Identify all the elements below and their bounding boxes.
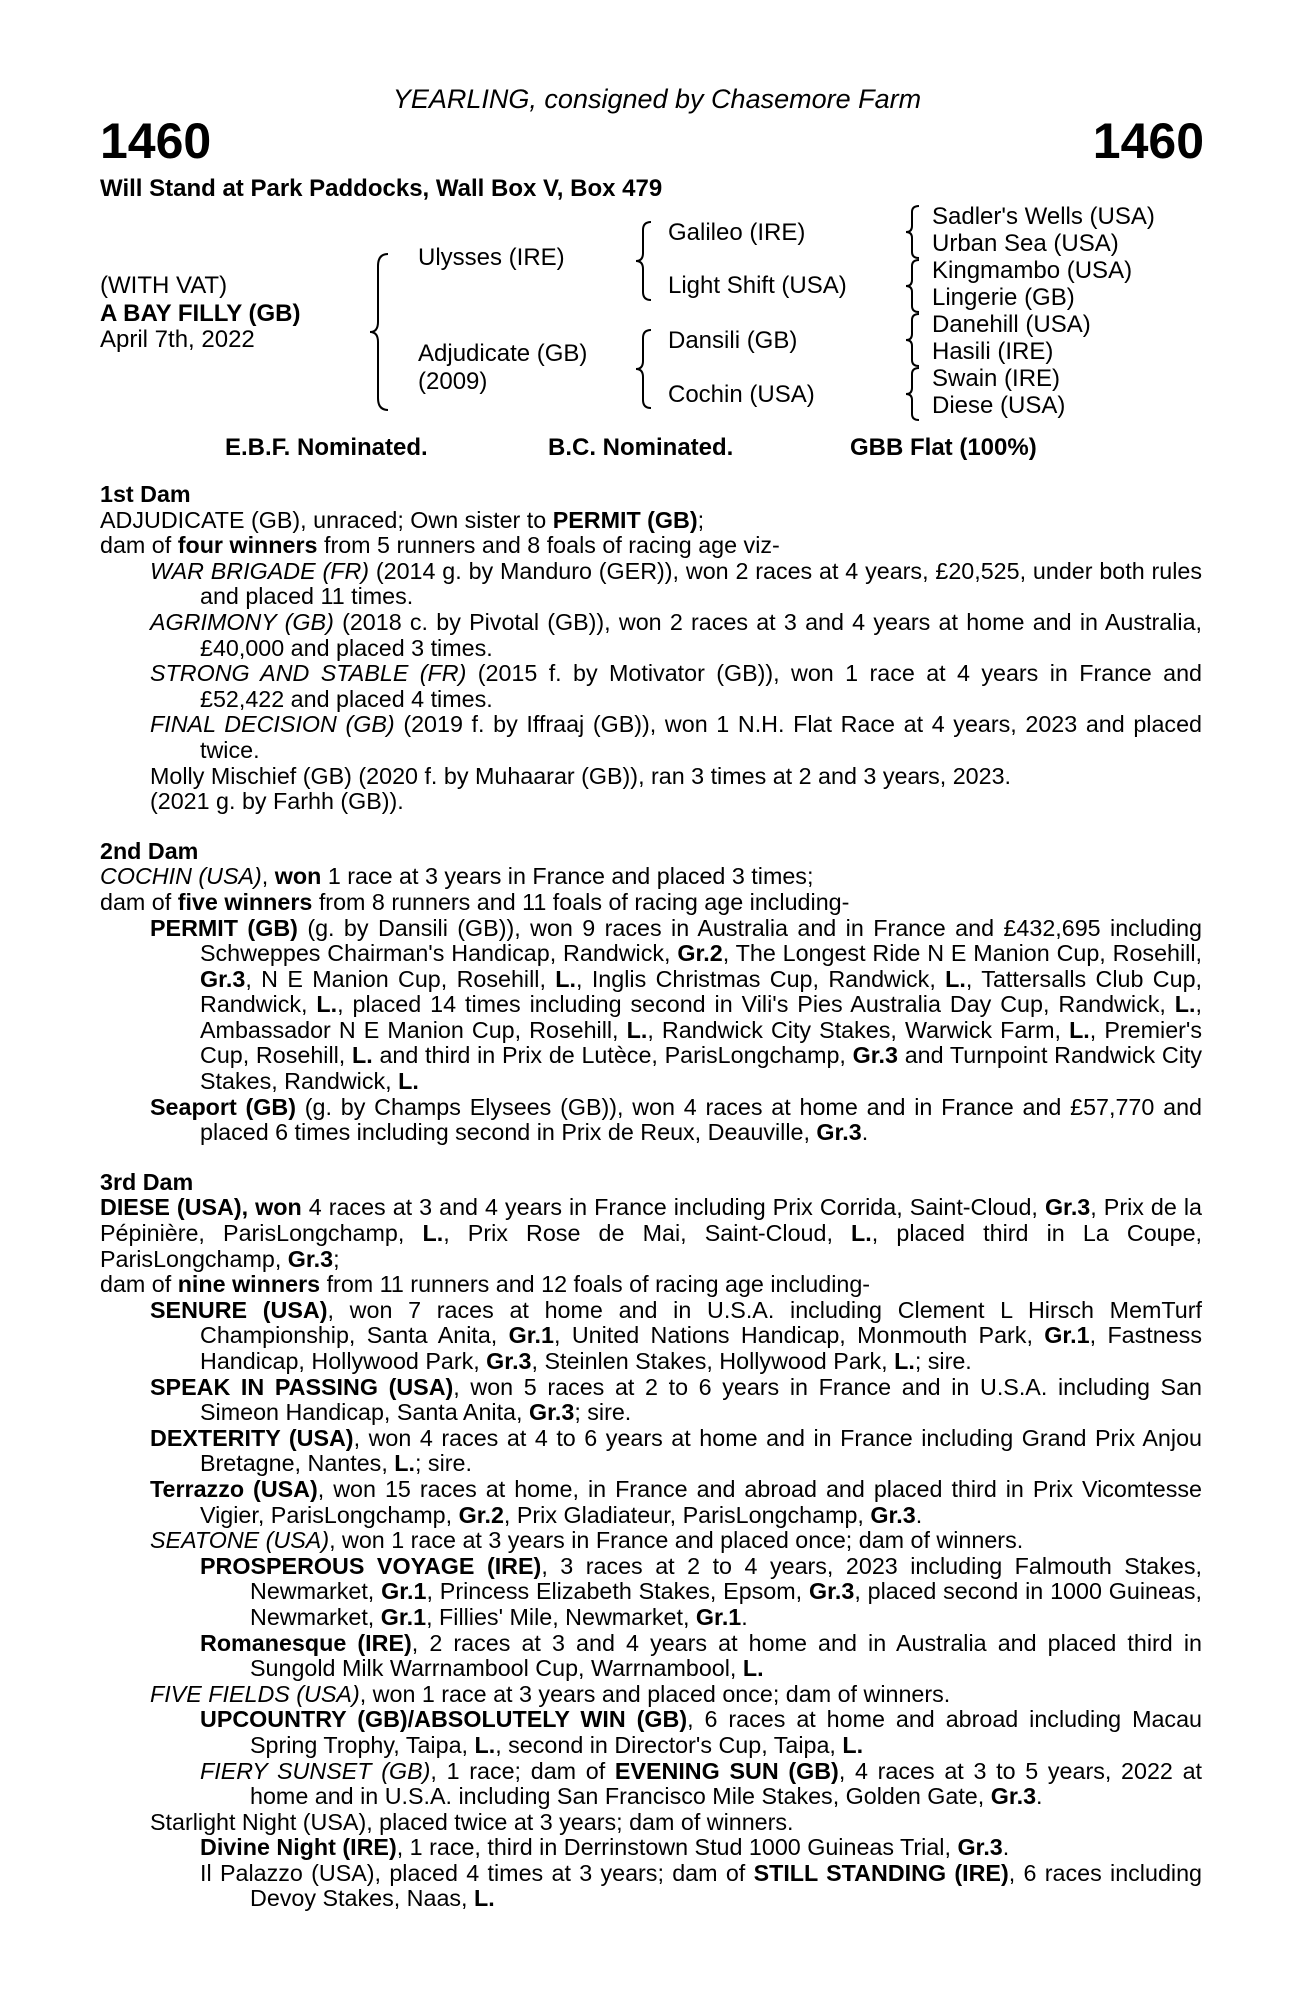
third-dam-intro: DIESE (USA), won 4 races at 3 and 4 years in France including Prix Corrida, Saint-Cloud, Gr.3, Prix de la Pépinière, ParisLongchamp, L., Prix Rose de Mai, Saint-Cloud, L., placed third in La Coupe, ParisLongchamp, Gr.3; bbox=[100, 1194, 1202, 1272]
offspring-molly-mischief: Molly Mischief (GB) (2020 f. by Muhaarar (GB)), ran 3 times at 2 and 3 years, 2023. bbox=[150, 762, 1012, 789]
first-dam-intro: ADJUDICATE (GB), unraced; Own sister to PERMIT (GB); bbox=[100, 506, 705, 533]
offspring-romanesque: Romanesque (IRE), 2 races at 3 and 4 years at home and in Australia and placed third in Sungold Milk Warrnambool Cup, Warrnambool, L. bbox=[200, 1629, 1202, 1682]
sire: Ulysses (IRE) bbox=[418, 244, 565, 271]
brace-g2 bbox=[904, 258, 922, 314]
offspring-seaport: Seaport (GB) (g. by Champs Elysees (GB)), won 4 races at home and in France and £57,770 and placed 6 times including second in Prix de Reux, Deauville, Gr.3. bbox=[150, 1093, 1203, 1146]
horse-name: A BAY FILLY (GB) bbox=[100, 300, 301, 327]
offspring-starlight-night: Starlight Night (USA), placed twice at 3 years; dam of winners. bbox=[150, 1808, 794, 1835]
offspring-il-palazzo: Il Palazzo (USA), placed 4 times at 3 years; dam of STILL STANDING (IRE), 6 races including Devoy Stakes, Naas, L. bbox=[200, 1859, 1202, 1912]
dam-sire: Dansili (GB) bbox=[668, 327, 798, 354]
offspring-prosperous-voyage: PROSPEROUS VOYAGE (IRE), 3 races at 2 to 4 years, 2023 including Falmouth Stakes, Newmarket, Gr.1, Princess Elizabeth Stakes, Epsom, Gr.3, placed second in 1000 Guineas, Newmarket, Gr.1, Fillies' Mile, Newmarket, Gr.1. bbox=[200, 1552, 1202, 1630]
ancestor-6: Hasili (IRE) bbox=[932, 338, 1054, 365]
ancestor-5: Danehill (USA) bbox=[932, 311, 1091, 338]
sire-sire: Galileo (IRE) bbox=[668, 219, 806, 246]
offspring-2021: (2021 g. by Farhh (GB)). bbox=[150, 788, 404, 815]
offspring-five-fields: FIVE FIELDS (USA), won 1 race at 3 years and placed once; dam of winners. bbox=[150, 1680, 951, 1707]
ancestor-4: Lingerie (GB) bbox=[932, 284, 1075, 311]
offspring-fiery-sunset: FIERY SUNSET (GB), 1 race; dam of EVENING SUN (GB), 4 races at 3 to 5 years, 2022 at home and in U.S.A. including San Francisco Mile Stakes, Golden Gate, Gr.3. bbox=[200, 1757, 1203, 1810]
offspring-upcountry: UPCOUNTRY (GB)/ABSOLUTELY WIN (GB), 6 races at home and abroad including Macau Spring Trophy, Taipa, L., second in Director's Cup, Taipa, L. bbox=[200, 1706, 1202, 1758]
first-dam-section bbox=[100, 482, 1202, 815]
first-dam-produce: dam of four winners from 5 runners and 8 foals of racing age viz- bbox=[100, 532, 780, 559]
stand-location: Will Stand at Park Paddocks, Wall Box V, Box 479 bbox=[100, 175, 663, 202]
second-dam-produce: dam of five winners from 8 runners and 11 foals of racing age including- bbox=[100, 888, 850, 915]
lot-number-left: 1460 bbox=[100, 113, 212, 169]
offspring-senure: SENURE (USA), won 7 races at home and in U.S.A. including Clement L Hirsch MemTurf Championship, Santa Anita, Gr.1, United Nations Handicap, Monmouth Park, Gr.1, Fastness Handicap, Hollywood Park, Gr.3, Steinlen Stakes, Hollywood Park, L.; sire. bbox=[150, 1296, 1202, 1374]
lot-number-right: 1460 bbox=[1092, 113, 1204, 169]
first-dam-title: 1st Dam bbox=[100, 481, 191, 507]
offspring-agrimony: AGRIMONY (GB) (2018 c. by Pivotal (GB)), won 2 races at 3 and 4 years at home and in Australia, £40,000 and placed 3 times. bbox=[150, 608, 1203, 661]
second-dam-intro: COCHIN (USA), won 1 race at 3 years in France and placed 3 times; bbox=[100, 863, 814, 890]
dam: Adjudicate (GB) bbox=[418, 340, 588, 367]
offspring-dexterity: DEXTERITY (USA), won 4 races at 4 to 6 years at home and in France including Grand Prix Anjou Bretagne, Nantes, L.; sire. bbox=[150, 1424, 1202, 1477]
dam-dam: Cochin (USA) bbox=[668, 381, 815, 408]
offspring-permit: PERMIT (GB) (g. by Dansili (GB)), won 9 races in Australia and in France and £432,695 including Schweppes Chairman's Handicap, Randwick, Gr.2, The Longest Ride N E Manion Cup, Rosehill, Gr.3, N E Manion Cup, Rosehill, L., Inglis Christmas Cup, Randwick, L., Tattersalls Club Cup, Randwick, L., placed 14 times including second in Vili's Pies Australia Day Cup, Randwick, L., Ambassador N E Manion Cup, Rosehill, L., Randwick City Stakes, Warwick Farm, L., Premier's Cup, Rosehill, L. and third in Prix de Lutèce, ParisLongchamp, Gr.3 and Turnpoint Randwick City Stakes, Randwick, L. bbox=[150, 914, 1203, 1095]
offspring-speak-in-passing: SPEAK IN PASSING (USA), won 5 races at 2 to 6 years in France and in U.S.A. including San Simeon Handicap, Santa Anita, Gr.3; sire. bbox=[150, 1373, 1202, 1426]
ancestor-1: Sadler's Wells (USA) bbox=[932, 203, 1155, 230]
sire-dam: Light Shift (USA) bbox=[668, 272, 847, 299]
foaling-date: April 7th, 2022 bbox=[100, 326, 255, 353]
offspring-divine-night: Divine Night (IRE), 1 race, third in Derrinstown Stud 1000 Guineas Trial, Gr.3. bbox=[200, 1834, 1010, 1861]
brace-dam bbox=[634, 328, 654, 410]
offspring-seatone: SEATONE (USA), won 1 race at 3 years in France and placed once; dam of winners. bbox=[150, 1527, 1024, 1554]
third-dam-produce: dam of nine winners from 11 runners and 12 foals of racing age including- bbox=[100, 1271, 871, 1298]
brace-g4 bbox=[904, 366, 922, 422]
gbb-flat: GBB Flat (100%) bbox=[850, 434, 1037, 461]
vat-note: (WITH VAT) bbox=[100, 272, 228, 299]
ancestor-2: Urban Sea (USA) bbox=[932, 230, 1119, 257]
second-dam-section bbox=[100, 839, 1202, 1146]
brace-main bbox=[368, 252, 392, 412]
bc-nomination: B.C. Nominated. bbox=[548, 434, 734, 461]
brace-sire bbox=[634, 220, 654, 302]
offspring-strong-and-stable: STRONG AND STABLE (FR) (2015 f. by Motivator (GB)), won 1 race at 4 years in France and £52,422 and placed 4 times. bbox=[150, 660, 1202, 712]
brace-g3 bbox=[904, 312, 922, 368]
ancestor-8: Diese (USA) bbox=[932, 392, 1066, 419]
ancestor-3: Kingmambo (USA) bbox=[932, 257, 1133, 284]
third-dam-section bbox=[100, 1170, 1202, 1912]
ancestor-7: Swain (IRE) bbox=[932, 365, 1061, 392]
brace-g1 bbox=[904, 204, 922, 260]
second-dam-title: 2nd Dam bbox=[100, 837, 199, 864]
offspring-terrazzo: Terrazzo (USA), won 15 races at home, in France and abroad and placed third in Prix Vicomtesse Vigier, ParisLongchamp, Gr.2, Prix Gladiateur, ParisLongchamp, Gr.3. bbox=[150, 1475, 1202, 1528]
third-dam-title: 3rd Dam bbox=[100, 1168, 194, 1195]
catalogue-body bbox=[100, 482, 1202, 1936]
ebf-nomination: E.B.F. Nominated. bbox=[225, 434, 428, 461]
offspring-final-decision: FINAL DECISION (GB) (2019 f. by Iffraaj (GB)), won 1 N.H. Flat Race at 4 years, 2023 and placed twice. bbox=[150, 711, 1202, 763]
offspring-war-brigade: WAR BRIGADE (FR) (2014 g. by Manduro (GER)), won 2 races at 4 years, £20,525, under both rules and placed 11 times. bbox=[150, 557, 1203, 610]
dam-year: (2009) bbox=[418, 368, 488, 395]
consignor-line: YEARLING, consigned by Chasemore Farm bbox=[392, 84, 922, 114]
